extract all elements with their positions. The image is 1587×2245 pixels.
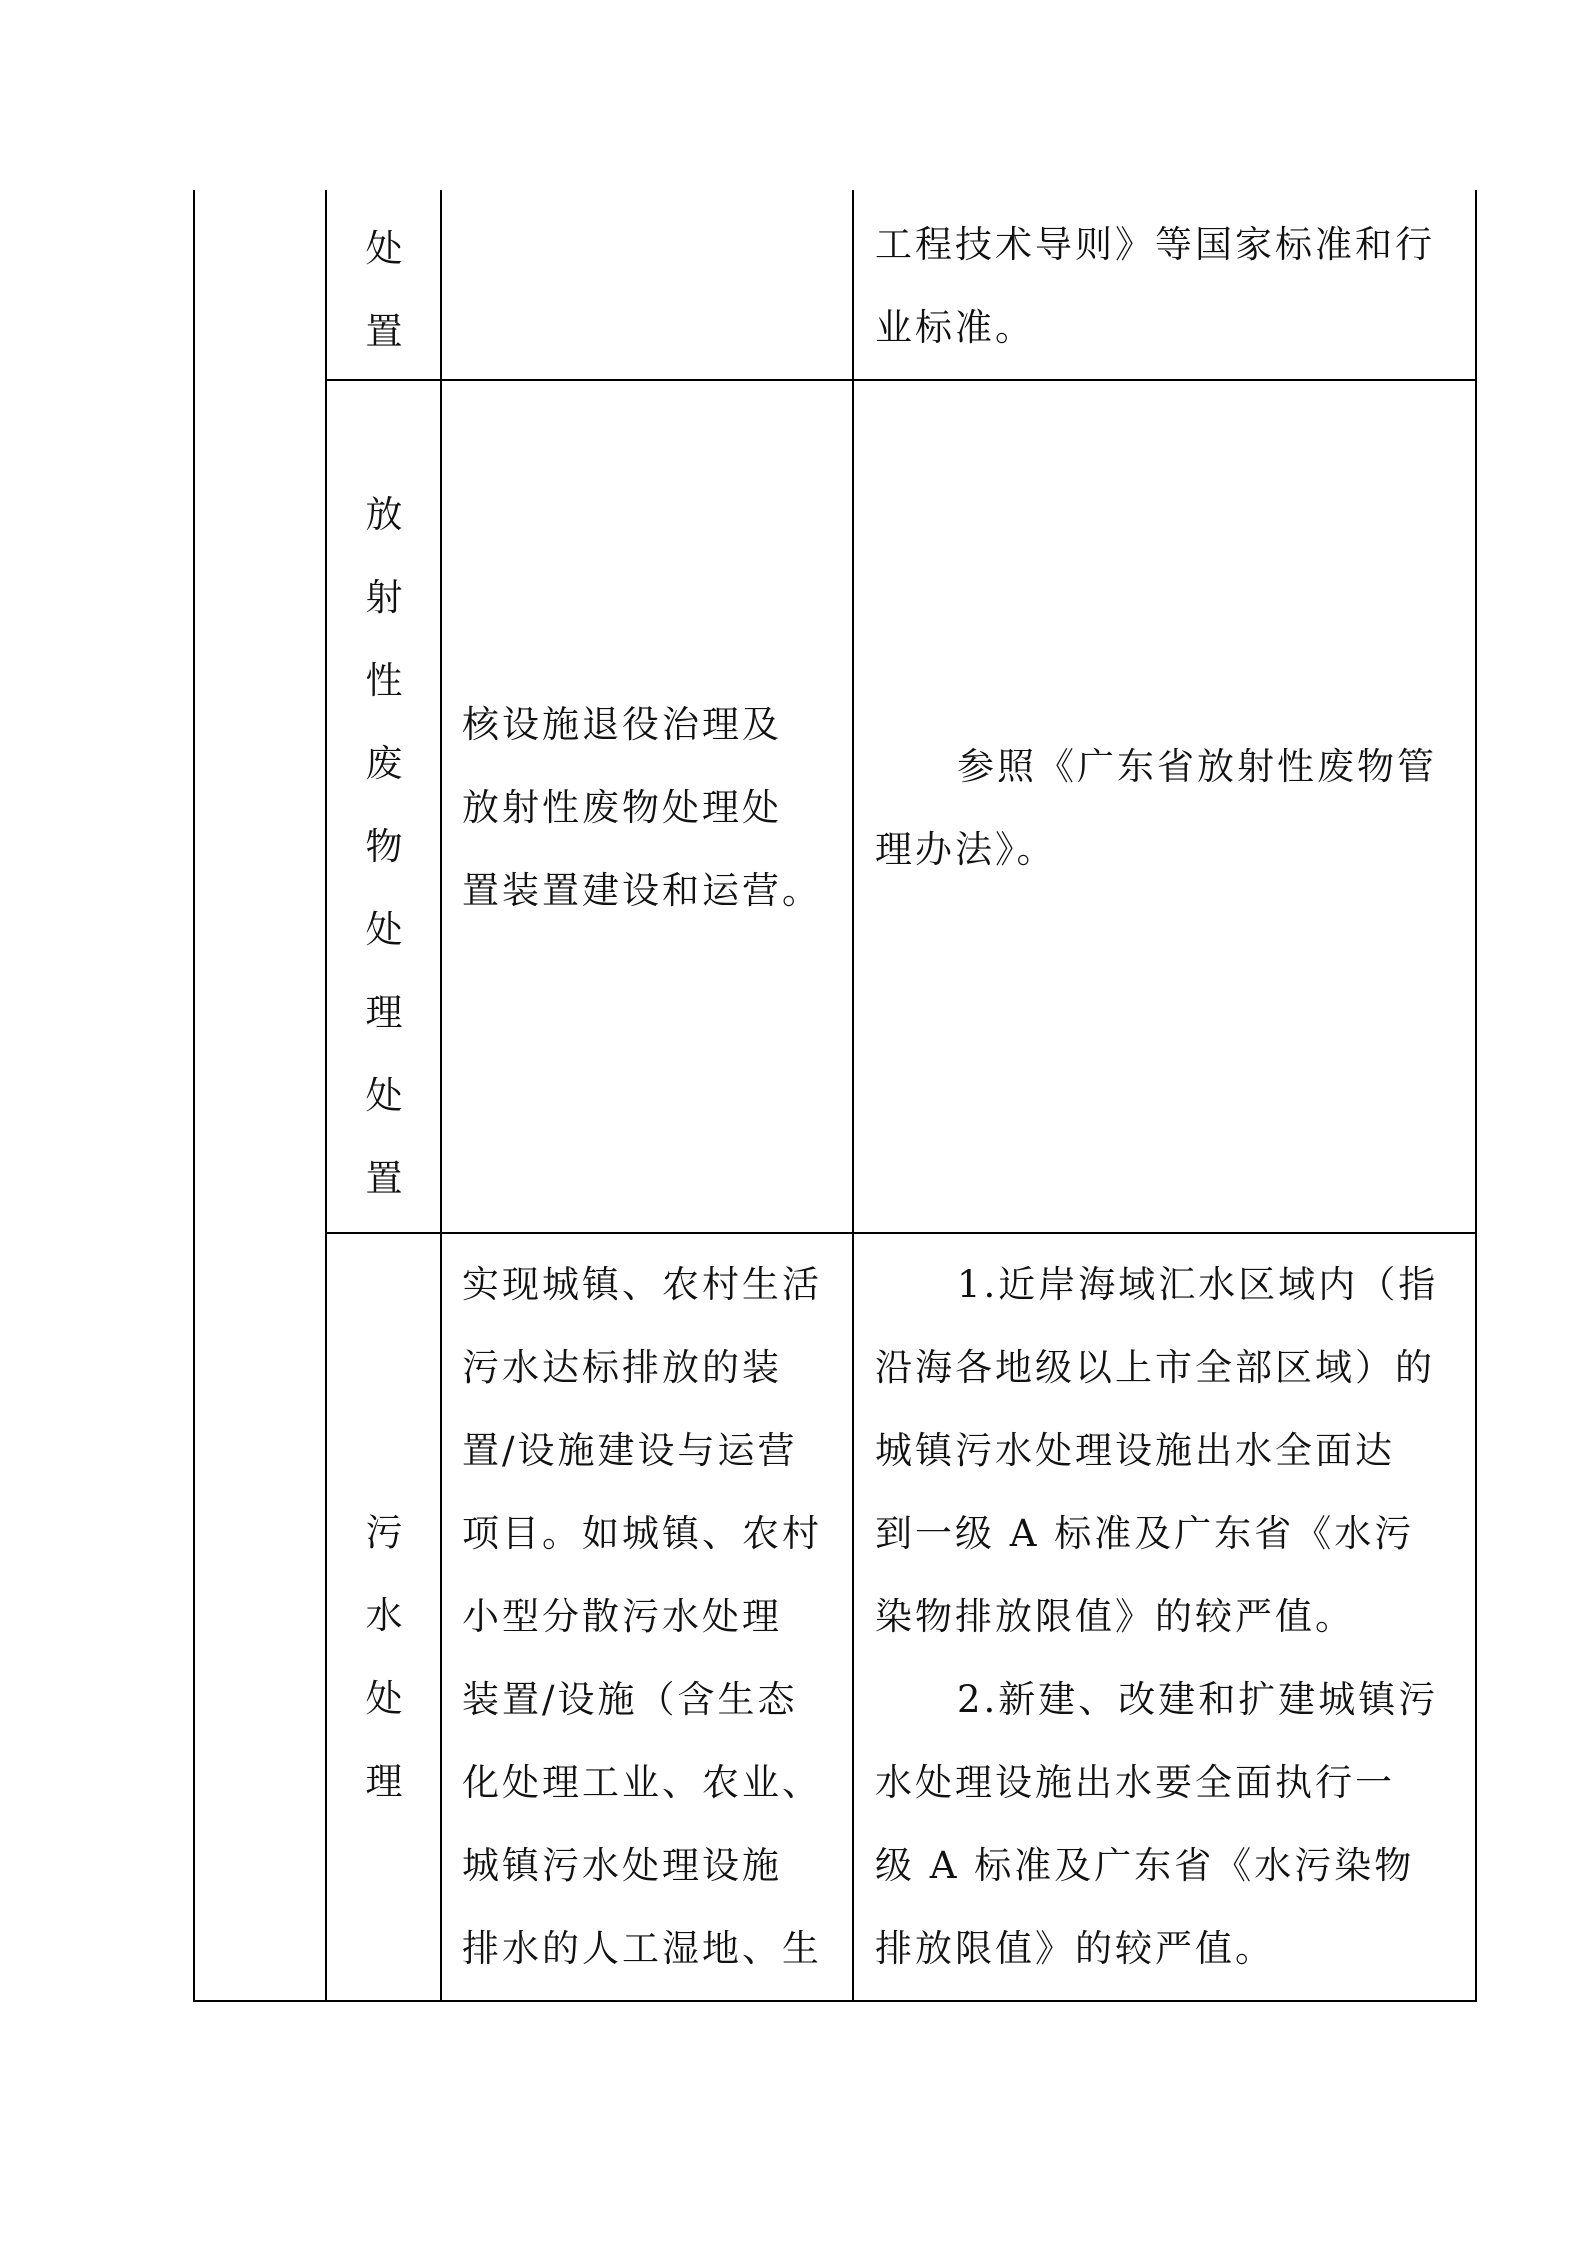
scope-line: 放射性废物处理处 (462, 786, 782, 829)
scope-line: 置/设施建设与运营 (462, 1429, 798, 1472)
standard-cell (875, 725, 1437, 891)
category-char: 污 (365, 1511, 403, 1554)
scope-line: 污水达标排放的装 (462, 1346, 782, 1389)
standard-cell (875, 203, 1435, 369)
standard-line: 业标准。 (875, 306, 1035, 349)
scope-cell (462, 683, 822, 932)
table-border-bottom (193, 2000, 1477, 2002)
category-cell (327, 1491, 441, 1823)
scope-line: 排水的人工湿地、生 (462, 1927, 822, 1970)
scope-line: 小型分散污水处理 (462, 1595, 782, 1638)
standard-line: 水处理设施出水要全面执行一 (875, 1761, 1395, 1804)
category-char: 射 (365, 576, 403, 619)
category-char: 置 (365, 1157, 403, 1200)
scope-line: 化处理工业、农业、 (462, 1761, 822, 1804)
table-border-right (1475, 190, 1477, 2002)
standard-line: 染物排放限值》的较严值。 (875, 1595, 1355, 1638)
scope-line: 项目。如城镇、农村 (462, 1512, 822, 1555)
category-char: 处 (365, 908, 403, 951)
category-char: 水 (365, 1594, 403, 1637)
table-divider-standard (852, 190, 854, 2002)
standard-line: 参照《广东省放射性废物管 (957, 745, 1437, 788)
scope-cell (462, 1243, 822, 1990)
category-cell (327, 473, 441, 1220)
row-divider-1 (325, 379, 1477, 381)
category-char: 理 (365, 991, 403, 1034)
category-char: 处 (365, 227, 403, 270)
standard-line: 1.近岸海域汇水区域内（指 (957, 1263, 1439, 1306)
category-char: 置 (365, 310, 403, 353)
scope-line: 装置/设施（含生态 (462, 1678, 798, 1721)
table-border-left (193, 190, 195, 2002)
category-char: 处 (365, 1074, 403, 1117)
category-cell (327, 207, 441, 373)
standard-line: 排放限值》的较严值。 (875, 1927, 1275, 1970)
scope-line: 置装置建设和运营。 (462, 869, 822, 912)
standard-line: 2.新建、改建和扩建城镇污 (957, 1678, 1439, 1721)
scope-line: 核设施退役治理及 (462, 703, 782, 746)
standard-line: 级 A 标准及广东省《水污染物 (875, 1844, 1415, 1887)
standard-line: 沿海各地级以上市全部区域）的 (875, 1346, 1435, 1389)
standard-line: 城镇污水处理设施出水全面达 (875, 1429, 1395, 1472)
standard-line: 到一级 A 标准及广东省《水污 (875, 1512, 1415, 1555)
category-char: 放 (365, 493, 403, 536)
standard-cell (875, 1243, 1438, 1990)
scope-line: 实现城镇、农村生活 (462, 1263, 822, 1306)
standard-line: 工程技术导则》等国家标准和行 (875, 223, 1435, 266)
scope-line: 城镇污水处理设施 (462, 1844, 782, 1887)
category-char: 理 (365, 1760, 403, 1803)
category-char: 物 (365, 825, 403, 868)
category-char: 性 (365, 659, 403, 702)
row-divider-2 (325, 1232, 1477, 1234)
standard-line: 理办法》。 (875, 828, 1057, 871)
category-char: 废 (365, 742, 403, 785)
category-char: 处 (365, 1677, 403, 1720)
